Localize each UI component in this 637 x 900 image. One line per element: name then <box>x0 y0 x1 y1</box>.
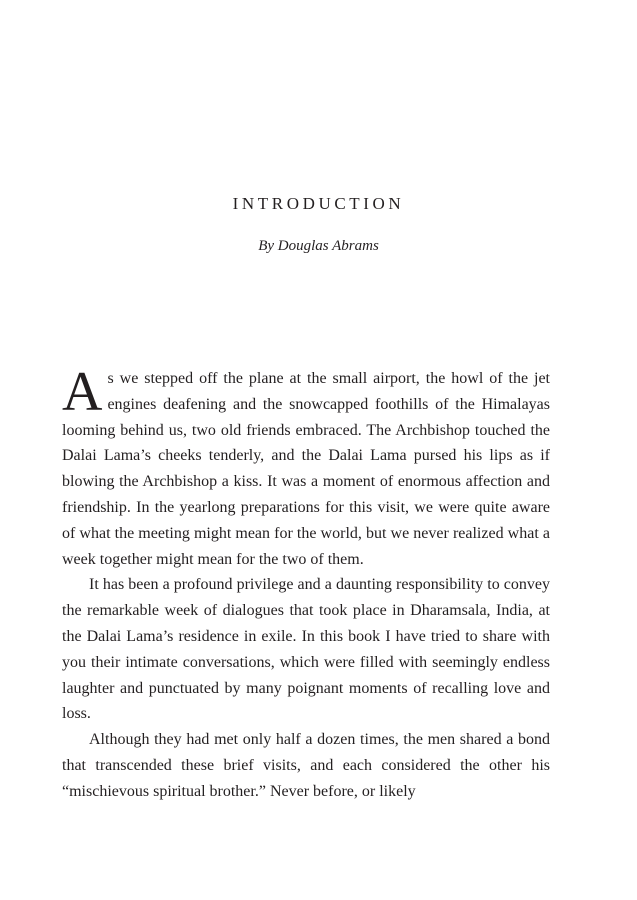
paragraph-1-text: s we stepped off the plane at the small airport, the howl of the jet engines deafening and the snowcapped foothills of the Himalayas looming behind us, two old friends embraced. The Archbishop touched the Dalai Lama’s cheeks tenderly, and the Dalai Lama pursed his lips as if blowing the Archbishop a kiss. It was a moment of enormous affection and friendship. In the yearlong preparations for this visit, we were quite aware of what the meeting might mean for the world, but we never realized what a week together might mean for the two of them. <box>62 370 550 568</box>
paragraph-1 <box>62 361 550 572</box>
chapter-body <box>62 361 550 805</box>
paragraph-3: Although they had met only half a dozen times, the men shared a bond that transcended these brief visits, and each considered the other his “mischievous spiritual brother.” Never before, or likely <box>62 731 550 800</box>
paragraph-2: It has been a profound privilege and a daunting responsibility to convey the remarkable week of dialogues that took place in Dharamsala, India, at the Dalai Lama’s residence in exile. In this book I have tried to share with you their intimate conversations, which were filled with seemingly endless laughter and punctuated by many poignant moments of recalling love and loss. <box>62 576 550 723</box>
chapter-title: INTRODUCTION <box>232 194 405 213</box>
chapter-byline: By Douglas Abrams <box>258 238 379 254</box>
drop-cap: A <box>62 361 103 423</box>
